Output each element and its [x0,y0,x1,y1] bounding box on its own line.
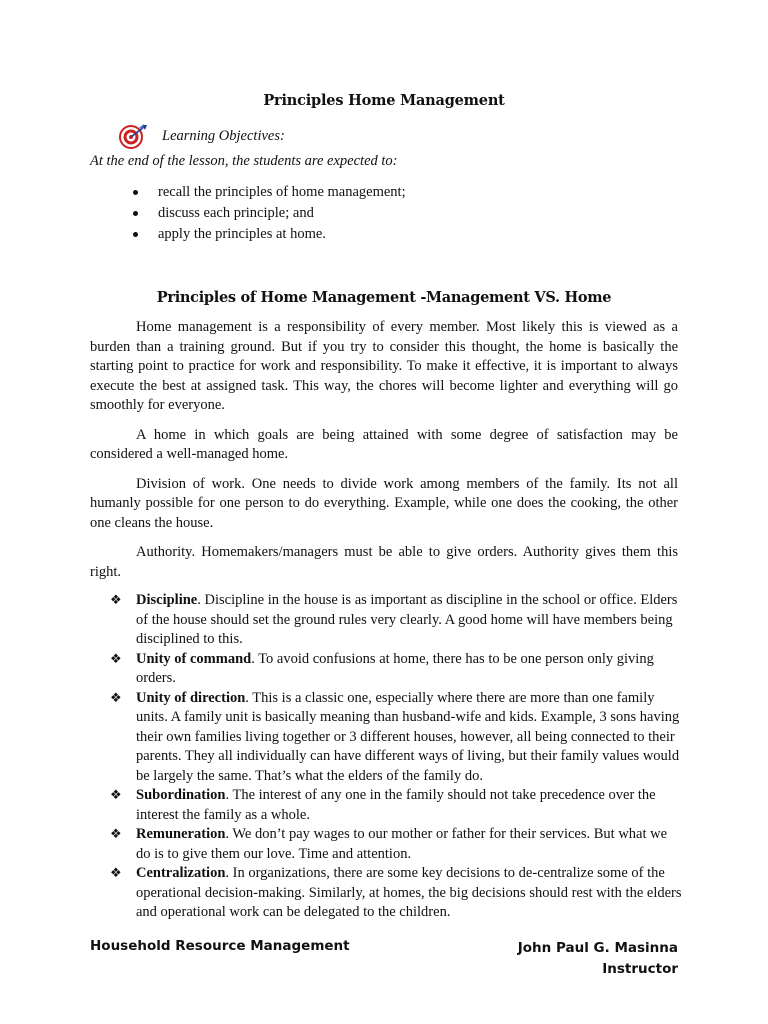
list-item [110,650,682,689]
intro-text: At the end of the lesson, the students are expected to: [90,153,398,169]
footer-role: Instructor [602,961,678,977]
target-dart-icon [118,123,148,149]
paragraph: A home in which goals are being attained with some degree of satisfaction may be considered a well-managed home. [90,426,678,462]
paragraph: Authority. Homemakers/managers must be able to give orders. Authority gives them this right. [90,544,678,580]
principle-term: Discipline [136,592,198,608]
learning-objectives-heading [118,123,285,149]
bullet-icon [133,232,138,237]
bullet-icon [133,190,138,195]
footer-author-block [518,938,678,980]
footer-author: John Paul G. Masinna [517,940,678,956]
diamond-bullet-icon: ❖ [110,651,122,667]
section-title: Principles of Home Management -Management VS. Home [156,289,612,306]
principles-list [110,591,682,923]
list-item [133,224,406,245]
principle-text: . To avoid confusions at home, there has to be one person only giving orders. [136,650,654,686]
principle-text: . This is a classic one, especially where there are more than one family units. A family unit is basically meaning than husband-wife and kids. Example, 3 sons having their own families living together or 3 different houses, however, all being connected to their parents. They all individually can have different ways of living, but their family values would be largely the same. That’s what the elders of the family do. [136,689,680,784]
list-item [133,203,406,224]
footer-course: Household Resource Management [90,938,350,954]
list-item [110,825,682,864]
paragraph: Division of work. One needs to divide work among members of the family. Its not all humanly possible for one person to do everything. Example, while one does the cooking, the other one cleans the house. [90,475,678,531]
principle-term: Subordination [136,787,226,803]
diamond-bullet-icon: ❖ [110,690,122,706]
principle-term: Unity of command [136,650,252,667]
learning-objectives-label: Learning Objectives: [162,127,285,144]
paragraph: Home management is a responsibility of every member. Most likely this is viewed as a burden than a training ground. But if you try to consider this thought, the home is basically the starting point to practice for work and responsibility. To make it effective, it is important to always execute the best at assigned task. This way, the chores will become lighter and everything will go smoothly for everyone. [90,319,678,413]
list-item [110,864,682,923]
principle-text: . The interest of any one in the family should not take precedence over the interest the family as a whole. [136,787,656,823]
body-paragraphs [90,318,678,592]
diamond-bullet-icon: ❖ [110,788,122,803]
diamond-bullet-icon: ❖ [110,593,122,608]
diamond-bullet-icon: ❖ [110,827,122,842]
list-item [133,182,406,203]
principle-text: . We don’t pay wages to our mother or father for their services. But what we do is to give them our love. Time and attention. [136,826,668,862]
principle-term: Remuneration [136,826,226,842]
principle-text: . Discipline in the house is as important as discipline in the school or office. Elders of the house should set the ground rules very clearly. A good home will have members being disciplined to this. [136,592,678,647]
document-title: Principles Home Management [263,92,505,109]
principle-term: Unity of direction [136,689,246,706]
list-item [110,591,682,650]
principle-text: . In organizations, there are some key decisions to de-centralize some of the operational decision-making. Similarly, at homes, the big decisions should rest with the elders and operational work can be delegated to the children. [136,865,682,920]
bullet-icon [133,211,138,216]
objective-text: discuss each principle; and [158,205,314,221]
objectives-list [133,182,406,245]
diamond-bullet-icon: ❖ [110,866,122,881]
objective-text: apply the principles at home. [158,226,326,242]
list-item [110,786,682,825]
principle-term: Centralization [136,865,226,881]
objective-text: recall the principles of home management; [158,184,406,200]
list-item [110,689,682,787]
